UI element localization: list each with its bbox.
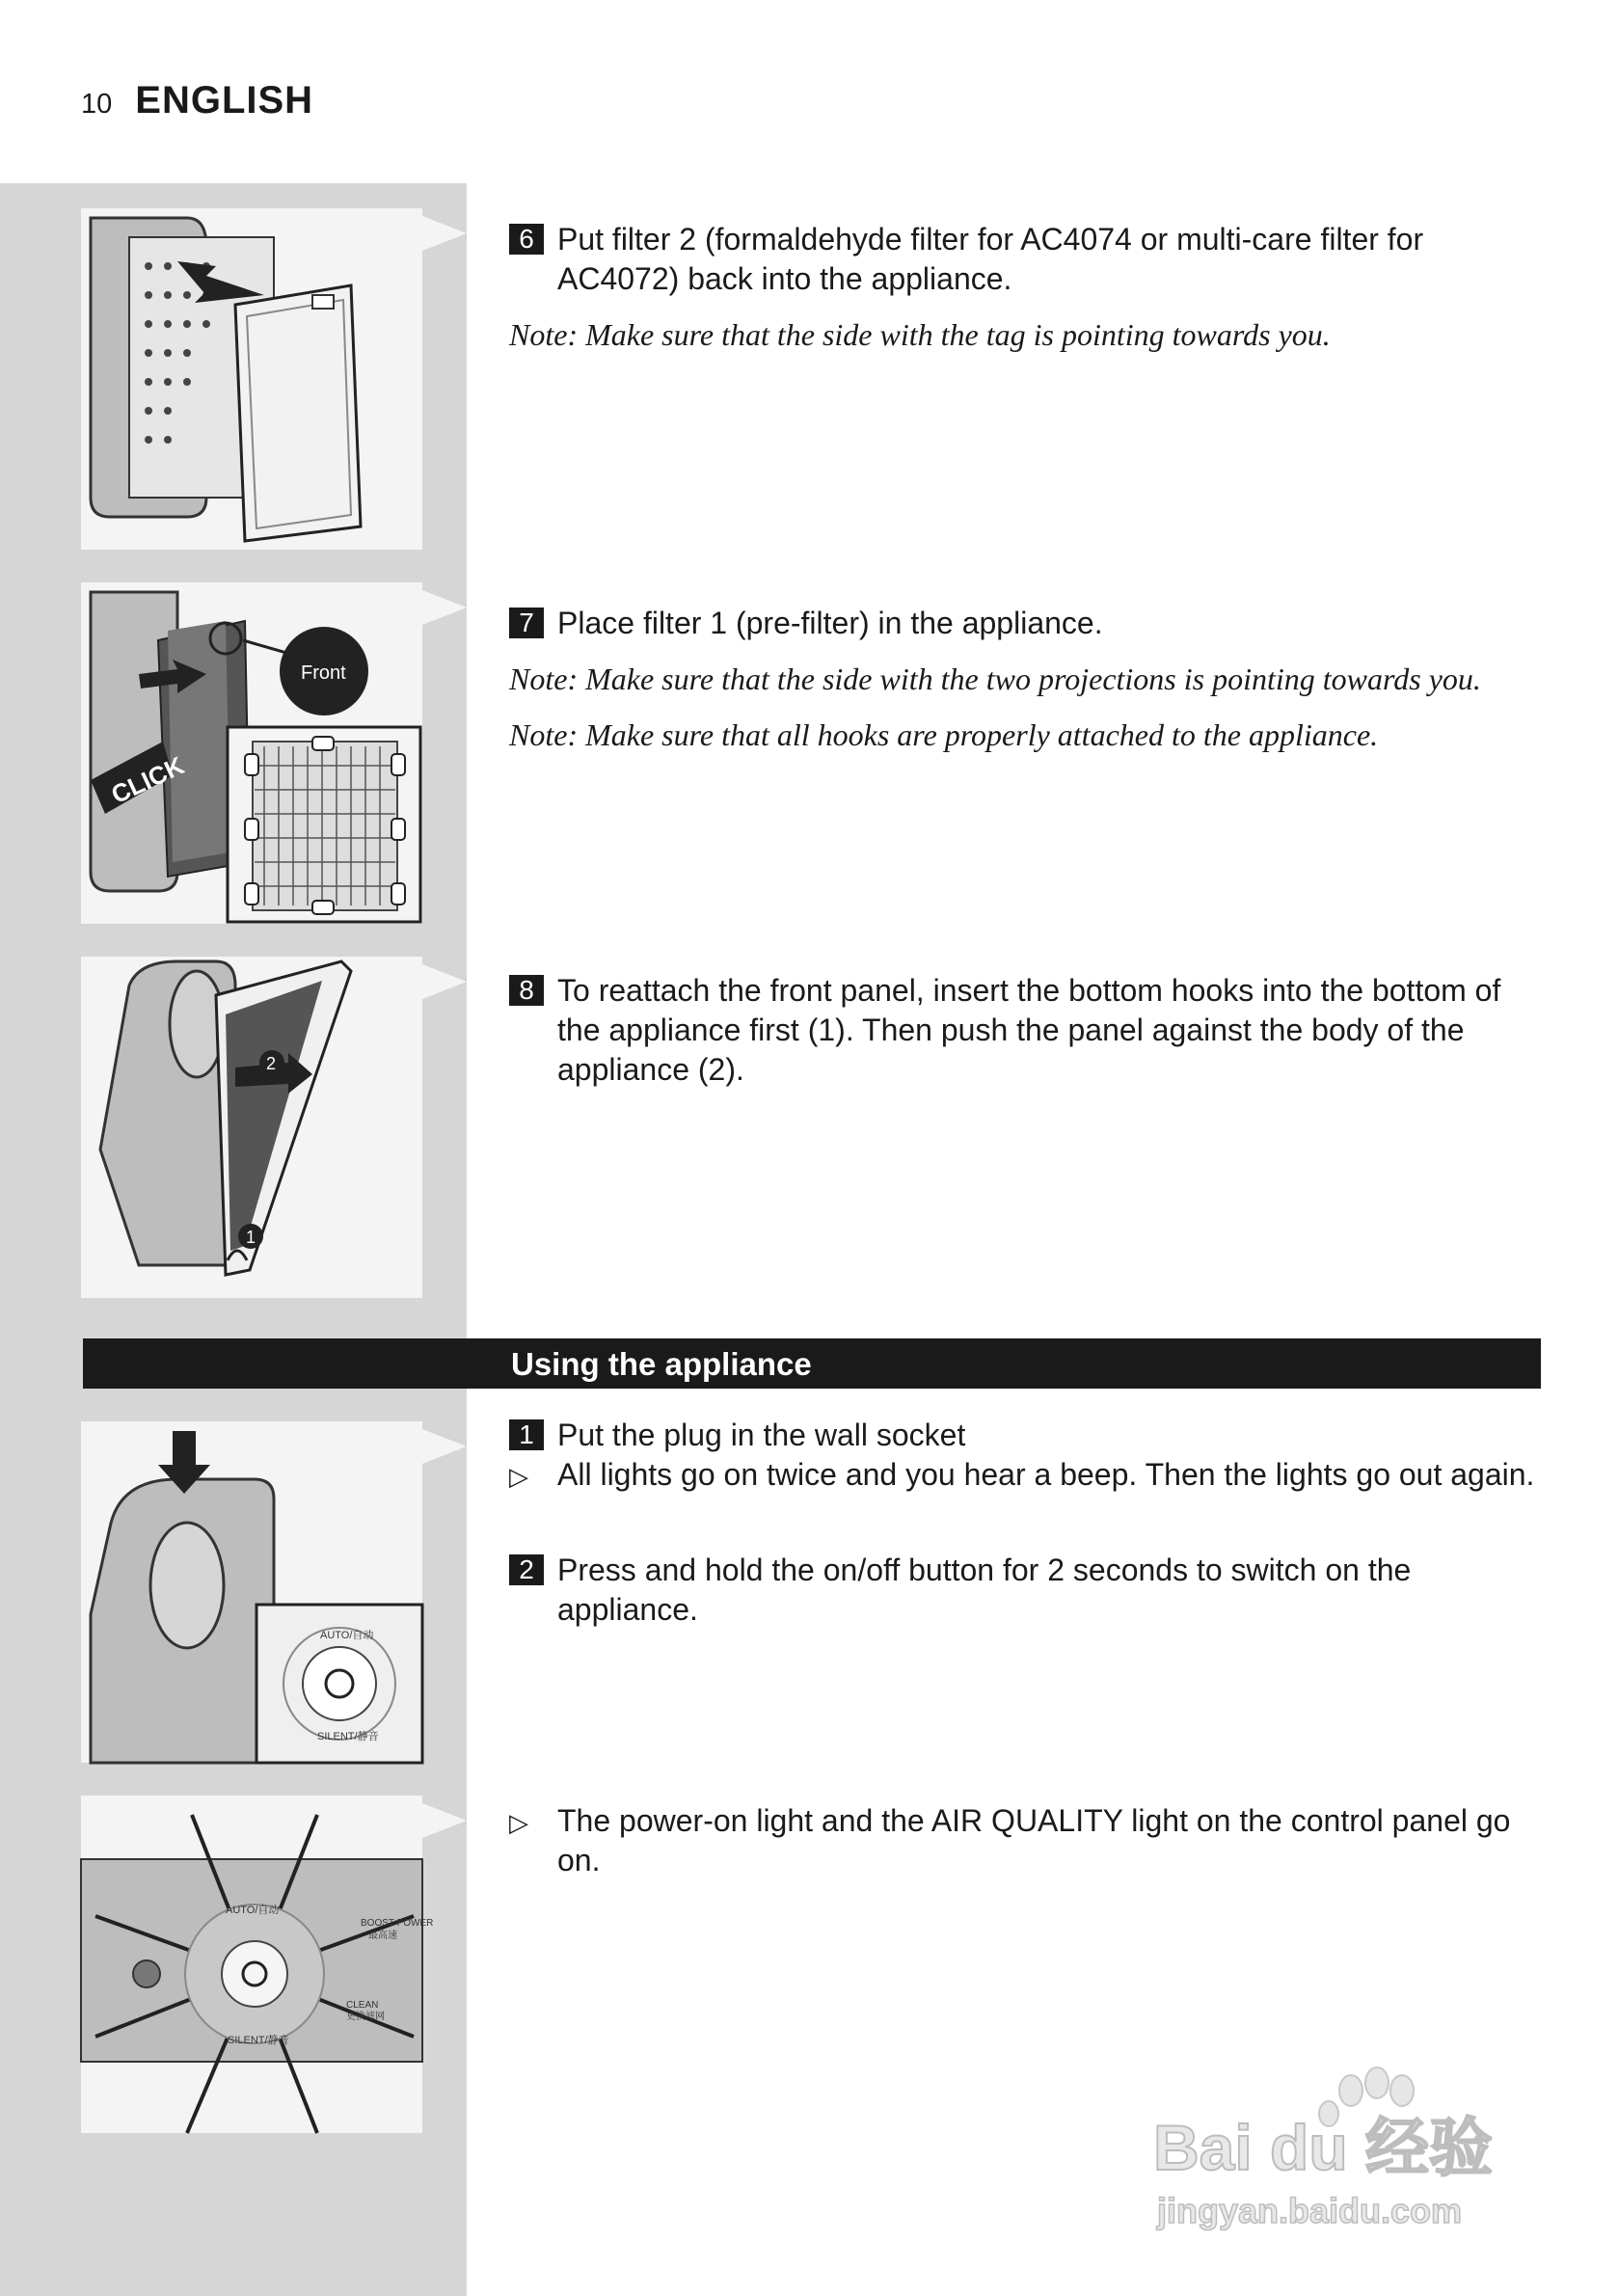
- silent-label: SILENT/静音: [228, 2035, 289, 2046]
- page-header: [81, 79, 313, 127]
- silent-label: SILENT/静音: [317, 1731, 379, 1742]
- illustration-pointer: [422, 216, 467, 251]
- step-number: 2: [509, 1554, 544, 1585]
- step-text: Press and hold the on/off button for 2 seconds to switch on the appliance.: [557, 1553, 1412, 1627]
- step-7: [509, 604, 1551, 755]
- step-text: Place filter 1 (pre-filter) in the appliance.: [557, 606, 1103, 640]
- step-note: Note: Make sure that the side with the tag is pointing towards you.: [509, 317, 1331, 352]
- illustration-pointer: [422, 590, 467, 625]
- watermark-brand: Bai du 经验: [1153, 2112, 1494, 2183]
- illustration-pointer: [422, 1429, 467, 1464]
- clean-cn-label: 更换滤网: [346, 2012, 385, 2022]
- step-text: To reattach the front panel, insert the bottom hooks into the bottom of the appliance first (1). Then push the panel against the body of the appliance (2).: [557, 973, 1501, 1087]
- step-note: Note: Make sure that all hooks are properly attached to the appliance.: [509, 717, 1379, 752]
- callout-2: 2: [266, 1054, 277, 1073]
- page-number: 10: [81, 89, 113, 120]
- step-text: Put filter 2 (formaldehyde filter for AC4074 or multi-care filter for AC4072) back into the appliance.: [557, 222, 1424, 296]
- callout-1: 1: [246, 1228, 256, 1247]
- click-label: CLICK: [106, 750, 189, 810]
- boost-cn-label: 最高速: [368, 1931, 397, 1941]
- result-bullet-icon: ▷: [509, 1808, 528, 1837]
- step-number: 7: [509, 608, 544, 638]
- step-text: Put the plug in the wall socket: [557, 1418, 966, 1452]
- illustration-plug-in: [81, 1421, 422, 1763]
- clean-label: CLEAN: [346, 2000, 379, 2011]
- auto-label: AUTO/自动: [226, 1904, 280, 1916]
- language-title: ENGLISH: [135, 79, 314, 122]
- illustration-filter-2: [81, 208, 422, 550]
- illustration-pointer: [422, 964, 467, 999]
- illustration-control-panel: [81, 1796, 434, 2133]
- illustration-pointer: [422, 1803, 467, 1838]
- step-number: 8: [509, 975, 544, 1006]
- step-number: 6: [509, 224, 544, 255]
- step-8: [509, 971, 1551, 1090]
- watermark-url: jingyan.baidu.com: [1157, 2191, 1463, 2230]
- illustration-front-panel: [81, 957, 422, 1298]
- step-number: 1: [509, 1419, 544, 1450]
- result-bullet-icon: ▷: [509, 1462, 528, 1491]
- using-step-2: [509, 1551, 1551, 1630]
- step-note: Note: Make sure that the side with the two projections is pointing towards you.: [509, 662, 1481, 696]
- baidu-watermark: [1153, 2064, 1558, 2237]
- front-label: Front: [301, 662, 346, 684]
- auto-label: AUTO/自动: [320, 1630, 374, 1641]
- using-step-1: [509, 1416, 1551, 1497]
- illustration-filter-1: [81, 582, 422, 924]
- power-on-result: [509, 1801, 1551, 1880]
- section-header: [83, 1338, 1541, 1389]
- section-title: Using the appliance: [511, 1346, 812, 1382]
- step-6: [509, 220, 1551, 355]
- result-text: The power-on light and the AIR QUALITY light on the control panel go on.: [557, 1803, 1511, 1877]
- boost-label: BOOST POWER: [361, 1918, 434, 1929]
- result-text: All lights go on twice and you hear a beep. Then the lights go out again.: [557, 1457, 1535, 1492]
